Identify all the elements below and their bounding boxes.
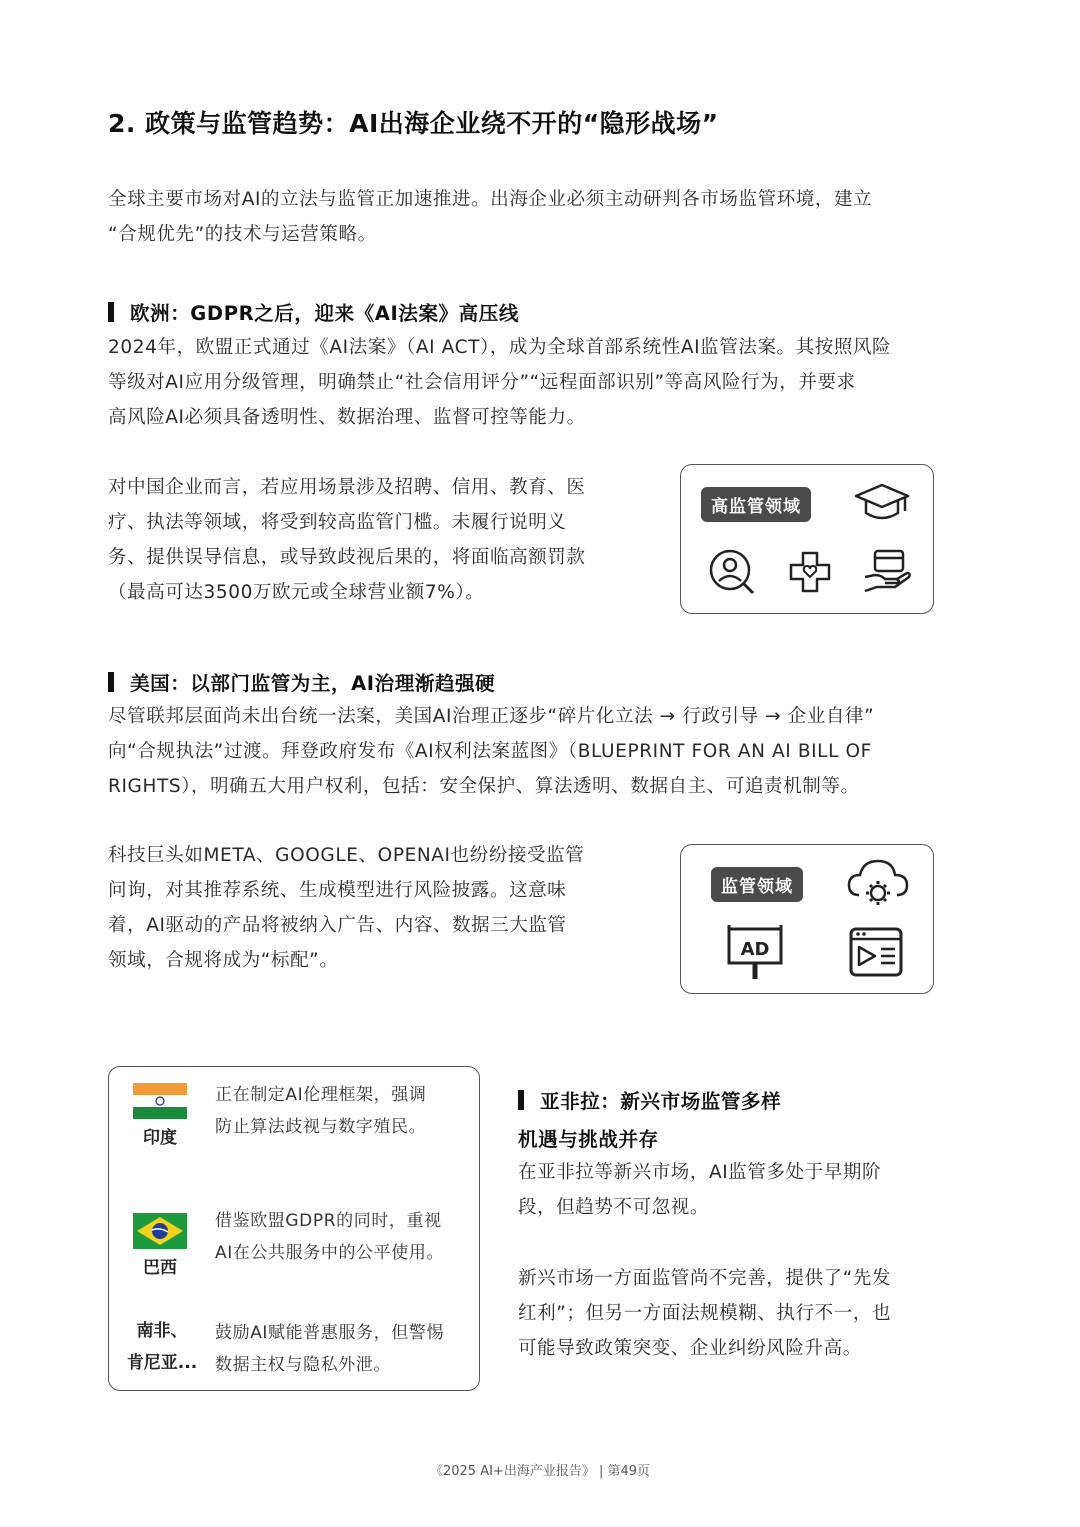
region-description bbox=[215, 1205, 473, 1269]
apac-p1-line: 在亚非拉等新兴市场，AI监管多处于早期阶 bbox=[518, 1162, 882, 1183]
face-recognition-icon bbox=[707, 547, 757, 597]
intro-paragraph bbox=[108, 182, 968, 252]
brazil-flag-icon bbox=[133, 1213, 187, 1249]
eu-regulated-domains-card bbox=[680, 464, 934, 614]
eu-p2-line: 对中国企业而言，若应用场景涉及招聘、信用、教育、医 bbox=[108, 477, 586, 498]
section-title: 2. 政策与监管趋势：AI出海企业绕不开的“隐形战场” bbox=[108, 109, 719, 138]
eu-p1-line: 高风险AI必须具备透明性、数据治理、监督可控等能力。 bbox=[108, 407, 586, 428]
intro-line: “合规优先”的技术与运营策略。 bbox=[108, 224, 377, 245]
region-desc-line: 借鉴欧盟GDPR的同时，重视 bbox=[215, 1211, 442, 1231]
eu-paragraph-2 bbox=[108, 470, 653, 610]
svg-text:AD: AD bbox=[740, 939, 770, 960]
eu-p2-line: （最高可达3500万欧元或全球营业额7%）。 bbox=[108, 582, 485, 603]
region-name: 印度 bbox=[143, 1128, 177, 1148]
eu-paragraph-1 bbox=[108, 330, 968, 435]
heading-bar bbox=[518, 1090, 524, 1110]
media-content-icon bbox=[847, 925, 905, 981]
us-regulated-domains-card bbox=[680, 844, 934, 994]
us-paragraph-1 bbox=[108, 699, 978, 804]
eu-heading-text: 欧洲：GDPR之后，迎来《AI法案》高压线 bbox=[130, 302, 519, 325]
regions-card bbox=[108, 1066, 480, 1391]
region-description bbox=[215, 1317, 473, 1381]
page-footer: 《2025 AI+出海产业报告》 | 第49页 bbox=[429, 1464, 651, 1479]
cloud-gear-icon bbox=[845, 855, 911, 911]
apac-p2-line: 可能导致政策突变、企业纠纷风险升高。 bbox=[518, 1338, 862, 1359]
eu-p1-line: 2024年，欧盟正式通过《AI法案》（AI ACT），成为全球首部系统性AI监管法案。其按照风险 bbox=[108, 337, 892, 358]
us-p2-line: 科技巨头如META、GOOGLE、OPENAI也纷纷接受监管 bbox=[108, 845, 585, 866]
region-desc-line: 数据主权与隐私外泄。 bbox=[215, 1355, 391, 1375]
region-desc-line: AI在公共服务中的公平使用。 bbox=[215, 1243, 445, 1263]
ad-board-icon bbox=[725, 925, 785, 981]
region-name-line: 肯尼亚... bbox=[126, 1353, 198, 1373]
apac-p2-line: 新兴市场一方面监管尚不完善，提供了“先发 bbox=[518, 1268, 892, 1289]
apac-p1-line: 段，但趋势不可忽视。 bbox=[518, 1197, 710, 1218]
apac-subheading bbox=[518, 1124, 659, 1152]
apac-heading-line: 机遇与挑战并存 bbox=[518, 1128, 659, 1151]
us-p1-line: 尽管联邦层面尚未出台统一法案，美国AI治理正逐步“碎片化立法 → 行政引导 → 企业自律” bbox=[108, 706, 875, 727]
graduation-cap-icon bbox=[853, 481, 911, 525]
eu-p1-line: 等级对AI应用分级管理，明确禁止“社会信用评分”“远程面部识别”等高风险行为，并要求 bbox=[108, 372, 856, 393]
medical-cross-icon bbox=[785, 547, 835, 597]
eu-card-tag: 高监管领域 bbox=[701, 487, 811, 522]
region-desc-line: 鼓励AI赋能普惠服务，但警惕 bbox=[215, 1323, 445, 1343]
eu-p2-line: 务、提供误导信息，或导致歧视后果的，将面临高额罚款 bbox=[108, 547, 586, 568]
us-p2-line: 领域，合规将成为“标配”。 bbox=[108, 950, 339, 971]
region-name-line: 南非、 bbox=[136, 1321, 188, 1341]
apac-paragraph-2 bbox=[518, 1261, 958, 1366]
heading-bar bbox=[108, 672, 114, 692]
apac-paragraph-1 bbox=[518, 1155, 958, 1225]
region-desc-line: 正在制定AI伦理框架，强调 bbox=[215, 1085, 427, 1105]
us-heading bbox=[108, 668, 495, 696]
region-desc-line: 防止算法歧视与数字殖民。 bbox=[215, 1117, 427, 1137]
apac-heading-line: 亚非拉：新兴市场监管多样 bbox=[540, 1090, 782, 1113]
us-paragraph-2 bbox=[108, 838, 653, 978]
us-p2-line: 着，AI驱动的产品将被纳入广告、内容、数据三大监管 bbox=[108, 915, 567, 936]
us-p1-line: RIGHTS），明确五大用户权利，包括：安全保护、算法透明、数据自主、可追责机制等。 bbox=[108, 776, 860, 797]
us-card-tag: 监管领域 bbox=[711, 867, 803, 902]
region-description bbox=[215, 1079, 473, 1143]
credit-card-hand-icon bbox=[861, 547, 913, 597]
us-p2-line: 问询，对其推荐系统、生成模型进行风险披露。这意味 bbox=[108, 880, 567, 901]
us-heading-text: 美国：以部门监管为主，AI治理渐趋强硬 bbox=[130, 672, 496, 695]
india-flag-icon bbox=[133, 1083, 187, 1119]
region-name: 巴西 bbox=[143, 1258, 177, 1278]
eu-p2-line: 疗、执法等领域，将受到较高监管门槛。未履行说明义 bbox=[108, 512, 567, 533]
apac-heading bbox=[518, 1086, 781, 1114]
eu-heading bbox=[108, 298, 519, 326]
apac-p2-line: 红利”；但另一方面法规模糊、执行不一，也 bbox=[518, 1303, 892, 1324]
heading-bar bbox=[108, 302, 114, 322]
region-name bbox=[117, 1315, 207, 1379]
us-p1-line: 向“合规执法”过渡。拜登政府发布《AI权利法案蓝图》（BLUEPRINT FOR AN AI BILL OF bbox=[108, 741, 872, 762]
intro-line: 全球主要市场对AI的立法与监管正加速推进。出海企业必须主动研判各市场监管环境，建立 bbox=[108, 189, 873, 210]
